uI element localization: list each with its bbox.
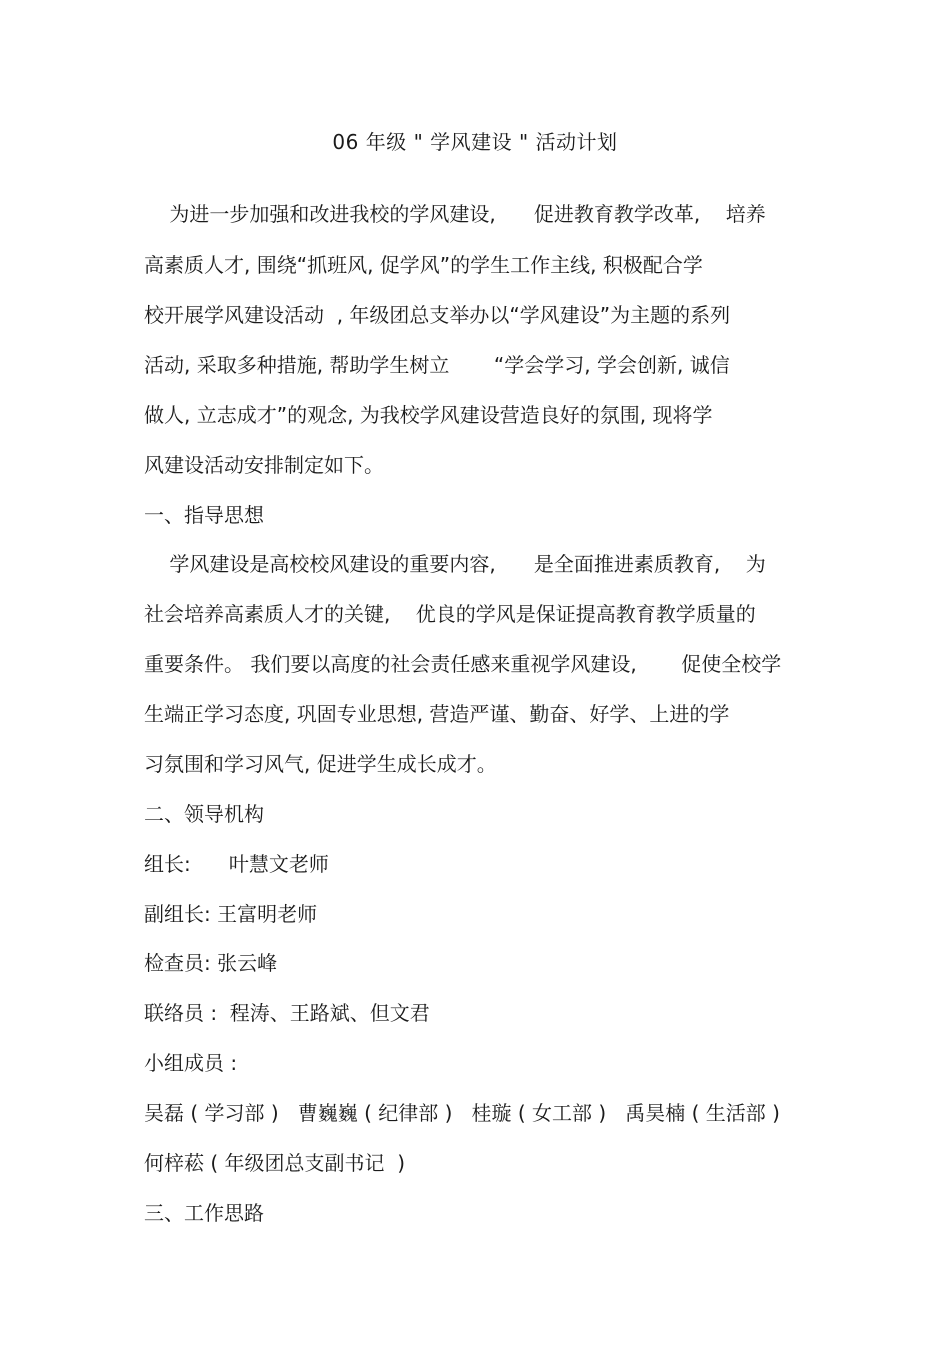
intro-line-4: 活动, 采取多种措施, 帮助学生树立 “学会学习, 学会创新, 诚信 xyxy=(144,353,730,377)
intro-line-2: 高素质人才, 围绕“抓班风, 促学风”的学生工作主线, 积极配合学 xyxy=(144,253,703,277)
section1-line-5: 习氛围和学习风气, 促进学生成长成才。 xyxy=(144,752,497,776)
section2-heading: 二、领导机构 xyxy=(144,802,264,826)
section1-line-4: 生端正学习态度, 巩固专业思想, 营造严谨、勤奋、好学、上进的学 xyxy=(144,702,730,726)
intro-line-6: 风建设活动安排制定如下。 xyxy=(144,453,384,477)
leader-line: 组长: 叶慧文老师 xyxy=(144,852,329,876)
section3-heading: 三、工作思路 xyxy=(144,1201,264,1225)
section1-heading: 一、指导思想 xyxy=(144,503,264,527)
intro-line-5: 做人, 立志成才”的观念, 为我校学风建设营造良好的氛围, 现将学 xyxy=(144,403,713,427)
liaison-line: 联络员 : 程涛、王路斌、但文君 xyxy=(144,1001,430,1025)
intro-line-3: 校开展学风建设活动 , 年级团总支举办以“学风建设”为主题的系列 xyxy=(144,303,731,327)
document-title: 06 年级 " 学风建设 " 活动计划 xyxy=(332,130,618,154)
section1-line-3: 重要条件。 我们要以高度的社会责任感来重视学风建设, 促使全校学 xyxy=(144,652,782,676)
deputy-leader-line: 副组长: 王富明老师 xyxy=(144,902,318,926)
members-label: 小组成员 : xyxy=(144,1051,238,1075)
members-line-2: 何梓菘 ( 年级团总支副书记 ) xyxy=(144,1151,406,1175)
section1-line-1: 学风建设是高校校风建设的重要内容, 是全面推进素质教育, 为 xyxy=(144,552,766,576)
section1-line-2: 社会培养高素质人才的关键, 优良的学风是保证提高教育教学质量的 xyxy=(144,602,756,626)
inspector-line: 检查员: 张云峰 xyxy=(144,951,278,975)
intro-line-1: 为进一步加强和改进我校的学风建设, 促进教育教学改革, 培养 xyxy=(144,202,766,226)
members-line-1: 吴磊 ( 学习部 ) 曹巍巍 ( 纪律部 ) 桂璇 ( 女工部 ) 禹昊楠 ( 生活部 ) xyxy=(144,1101,780,1125)
